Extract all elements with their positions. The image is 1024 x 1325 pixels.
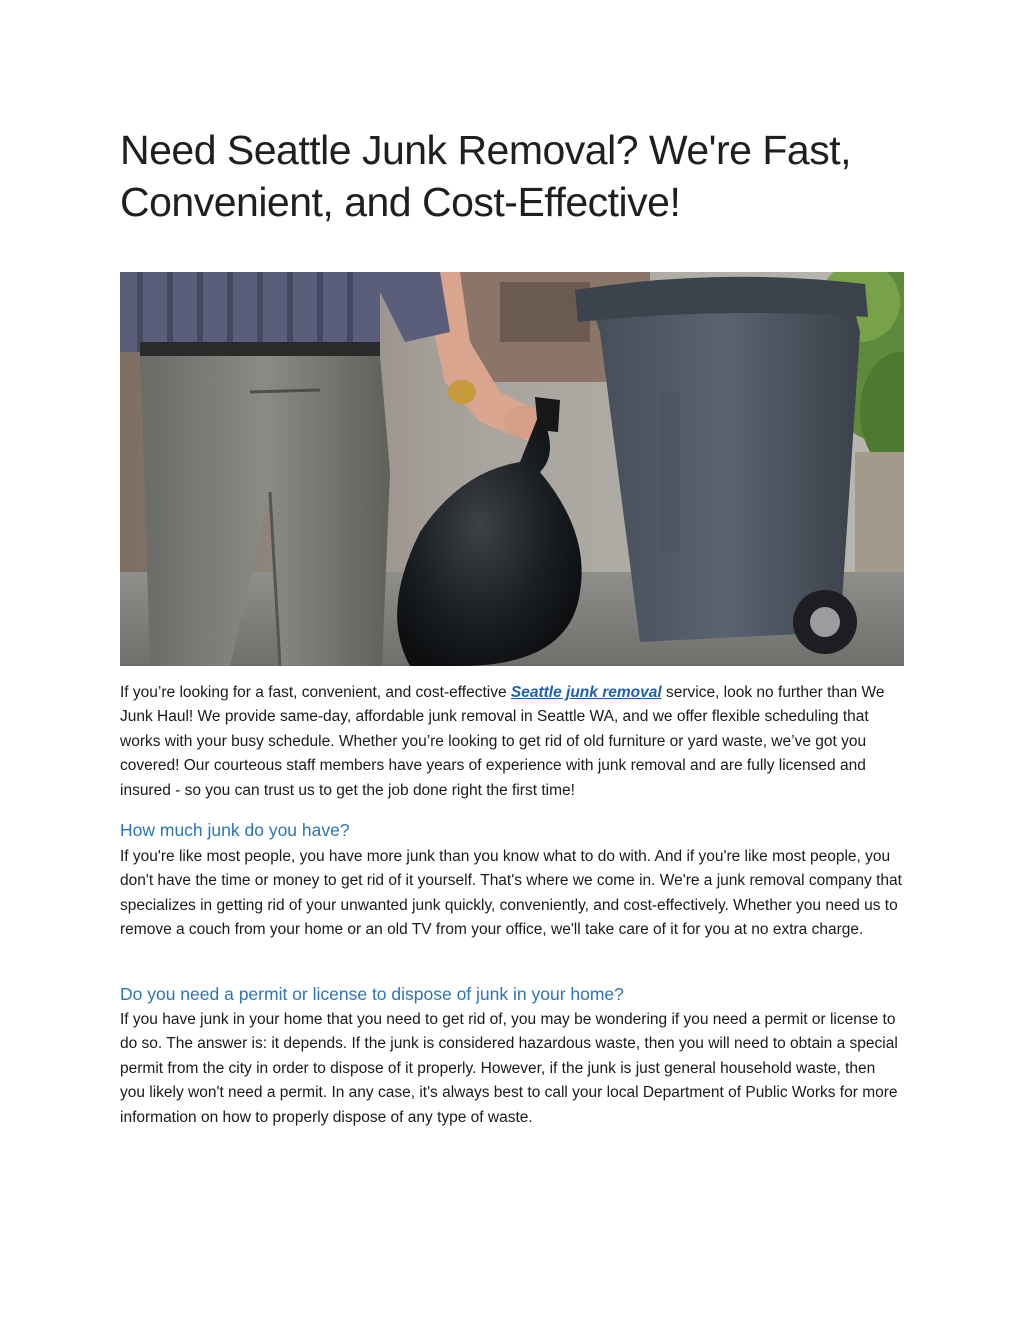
intro-paragraph (120, 681, 904, 803)
section-body-how-much-junk: If you're like most people, you have more junk than you know what to do with. And if you're like most people, you don't have the time or money to get rid of it yourself. That's where we come in. We're a junk removal company that specializes in getting rid of your unwanted junk quickly, conveniently, and cost-effectively. Whether you need us to remove a couch from your home or an old TV from your office, we'll take care of it for you at no extra charge. (120, 848, 902, 939)
intro-text-after-link: service, look no further than We Junk Haul! We provide same-day, affordable junk removal in Seattle WA, and we offer flexible scheduling that works with your busy schedule. Whether you’re looking to get rid of old furniture or yard waste, we’ve got you covered! Our courteous staff members have years of experience with junk removal and are fully licensed and insured - so you can trust us to get the job done right the first time! (120, 684, 885, 799)
intro-text-before-link: If you’re looking for a fast, convenient, and cost-effective (120, 684, 511, 701)
section-body-permit-license: If you have junk in your home that you need to get rid of, you may be wondering if you need a permit or license to do so. The answer is: it depends. If the junk is considered hazardous waste, then you will need to obtain a special permit from the city in order to dispose of it properly. However, if the junk is just general household waste, then you likely won't need a permit. In any case, it's always best to call your local Department of Public Works for more information on how to properly dispose of any type of waste. (120, 1011, 898, 1126)
hero-photo (120, 272, 904, 666)
section-heading-permit-license: Do you need a permit or license to dispose of junk in your home? (120, 984, 624, 1004)
seattle-junk-removal-link[interactable]: Seattle junk removal (510, 684, 662, 701)
photo-illustration (120, 272, 904, 666)
page-title: Need Seattle Junk Removal? We're Fast, Convenient, and Cost-Effective! (120, 127, 851, 225)
section-heading-how-much-junk: How much junk do you have? (120, 820, 350, 840)
